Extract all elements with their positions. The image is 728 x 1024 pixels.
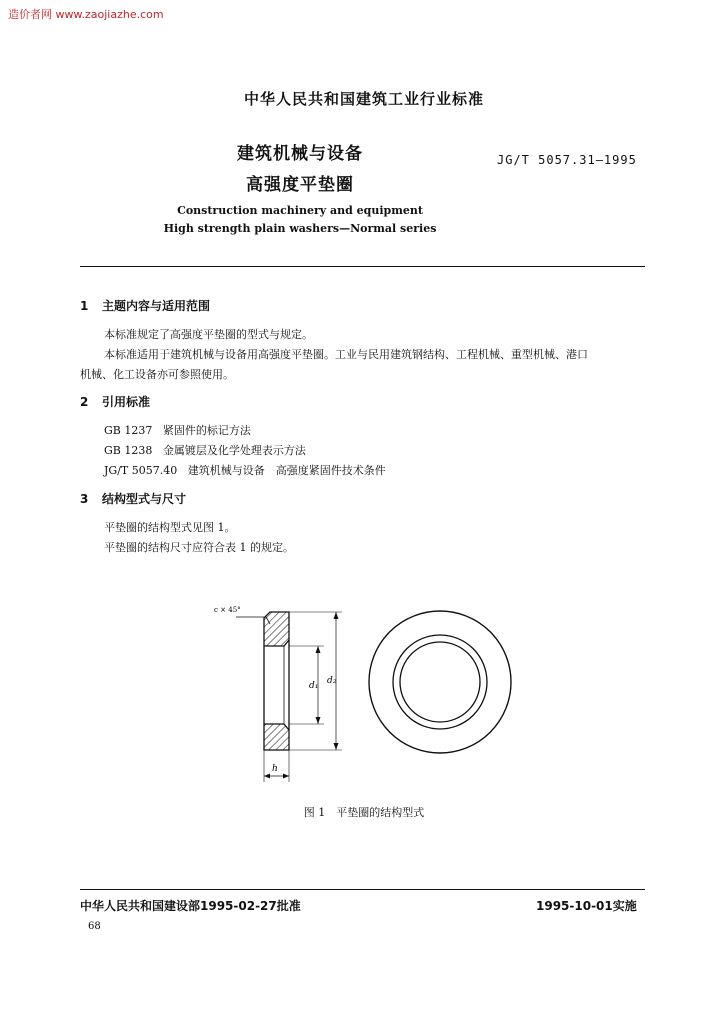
standard-code: JG/T 5057.31—1995 [497,153,637,167]
ref-title: 建筑机械与设备 高强度紧固件技术条件 [187,464,386,477]
ref-title: 金属镀层及化学处理表示方法 [162,444,306,457]
title-cn-line1: 建筑机械与设备 [237,144,363,164]
title-en-line1: Construction machinery and equipment [177,204,423,217]
washer-section-lower [264,724,289,750]
section-3-number: 3 [80,492,89,506]
washer-chamfer-circle [393,635,487,729]
washer-outer-circle [369,611,511,753]
ref-code: GB 1238 [104,444,153,457]
ref-code: GB 1237 [104,424,153,437]
figure-caption: 图 1 平垫圈的结构型式 [303,806,425,819]
approval-line: 中华人民共和国建设部1995-02-27批准 [80,899,301,913]
section-3-para-1: 平垫圈的结构型式见图 1。 [104,521,236,534]
section-1-para-1: 本标准规定了高强度平垫圈的型式与规定。 [104,328,313,341]
washer-section-upper [264,612,289,646]
industry-standard-title: 中华人民共和国建筑工业行业标准 [243,90,484,108]
implementation-date: 1995-10-01实施 [536,899,637,913]
page-number: 68 [88,921,101,932]
title-cn-line2: 高强度平垫圈 [246,175,354,195]
section-2-title: 引用标准 [102,395,151,409]
section-1-para-2a: 本标准适用于建筑机械与设备用高强度平垫圈。工业与民用建筑钢结构、工程机械、重型机械、港口 [104,348,588,361]
ref-title: 紧固件的标记方法 [162,424,251,437]
footer-rule [80,889,645,890]
section-1-number: 1 [80,299,89,313]
section-1-title: 主题内容与适用范围 [102,299,211,313]
washer-bore-circle [400,642,480,722]
ref-code: JG/T 5057.40 [104,464,178,477]
section-1-para-2b: 机械、化工设备亦可参照使用。 [80,368,234,381]
section-3-para-2: 平垫圈的结构尺寸应符合表 1 的规定。 [104,541,294,554]
h-label: h [272,764,278,774]
title-en-line2: High strength plain washers—Normal series [163,222,437,235]
d2-label: d₂ [327,676,337,686]
watermark: 造价者网 www.zaojiazhe.com [8,8,164,21]
chamfer-label: c × 45° [214,606,241,614]
section-2-number: 2 [80,395,89,409]
section-3-title: 结构型式与尺寸 [102,492,187,506]
d1-label: d₁ [309,681,319,691]
